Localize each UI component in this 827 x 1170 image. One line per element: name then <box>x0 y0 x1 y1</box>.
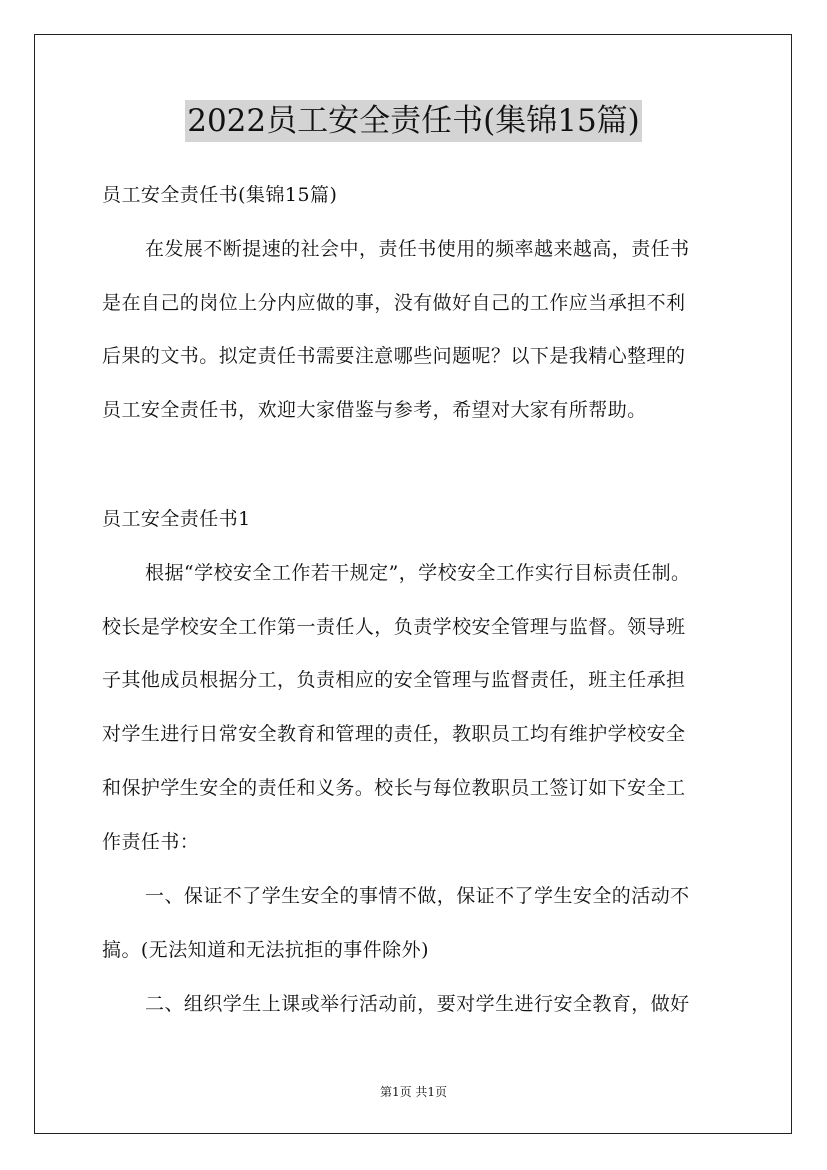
item-line: 二、组织学生上课或举行活动前，要对学生进行安全教育，做好 <box>145 993 690 1015</box>
body-line: 子其他成员根据分工，负责相应的安全管理与监督责任，班主任承担 <box>102 669 686 691</box>
section-title: 员工安全责任书1 <box>102 508 251 530</box>
intro-line: 后果的文书。拟定责任书需要注意哪些问题呢？以下是我精心整理的 <box>102 345 686 367</box>
item-line: 搞。(无法知道和无法抗拒的事件除外) <box>102 939 429 961</box>
body-line: 校长是学校安全工作第一责任人，负责学校安全管理与监督。领导班 <box>102 616 686 638</box>
document-title: 2022员工安全责任书(集锦15篇) <box>185 100 642 142</box>
intro-line: 员工安全责任书，欢迎大家借鉴与参考，希望对大家有所帮助。 <box>102 399 647 421</box>
document-subtitle: 员工安全责任书(集锦15篇) <box>102 184 338 206</box>
intro-line: 在发展不断提速的社会中，责任书使用的频率越来越高，责任书 <box>145 238 690 260</box>
intro-line: 是在自己的岗位上分内应做的事，没有做好自己的工作应当承担不利 <box>102 292 686 314</box>
title-container <box>0 100 827 142</box>
body-line: 对学生进行日常安全教育和管理的责任，教职员工均有维护学校安全 <box>102 723 686 745</box>
body-line: 和保护学生安全的责任和义务。校长与每位教职员工签订如下安全工 <box>102 777 686 799</box>
body-line: 根据“学校安全工作若干规定”，学校安全工作实行目标责任制。 <box>145 562 691 584</box>
page-footer: 第1页 共1页 <box>379 1085 448 1099</box>
item-line: 一、保证不了学生安全的事情不做，保证不了学生安全的活动不 <box>145 885 690 907</box>
body-line: 作责任书： <box>102 831 200 853</box>
